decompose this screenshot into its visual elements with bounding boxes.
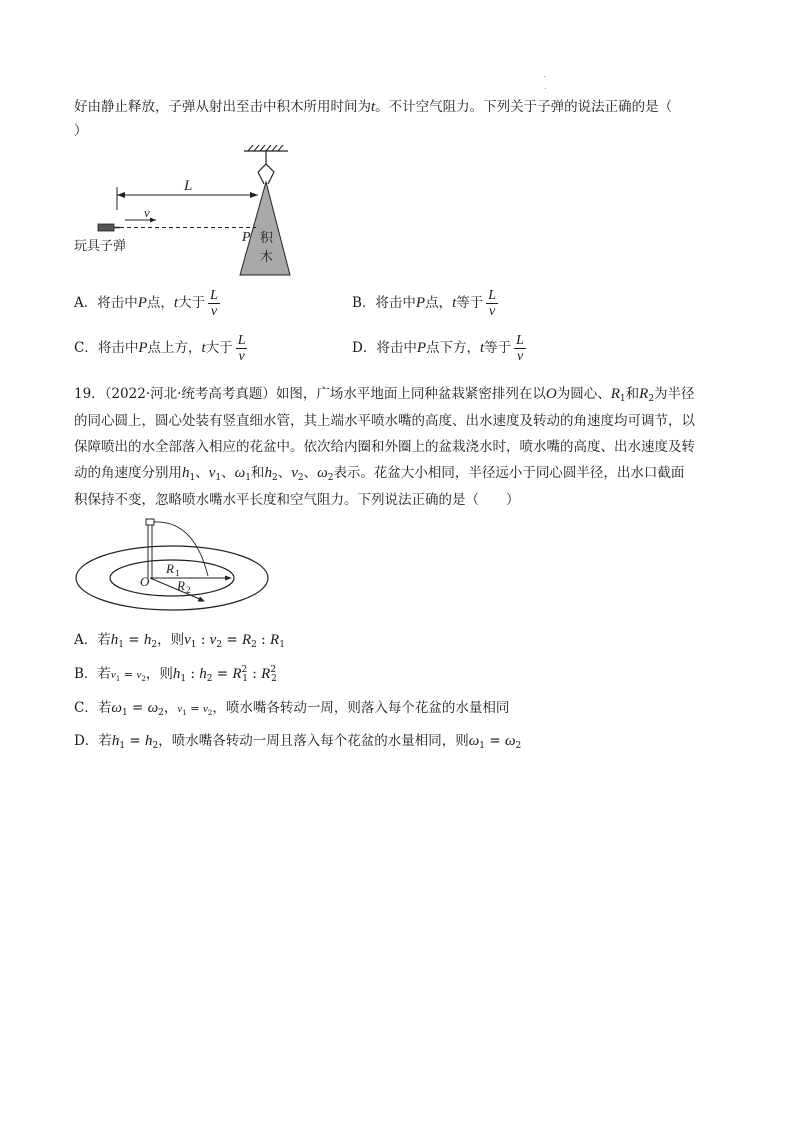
label-R1: R xyxy=(166,561,174,576)
scan-dot xyxy=(544,76,545,77)
fraction: $\frac{L}{v}$ xyxy=(237,333,246,364)
svg-text:1: 1 xyxy=(175,568,180,578)
q19-stem-line2: 的同心圆上，圆心处装有竖直细水管，其上端水平喷水嘴的高度、出水速度及转动的角速度均可调节，以 xyxy=(74,413,695,429)
label-R2: R xyxy=(177,578,185,593)
q18-stem-line1: 好由静止释放，子弹从射出至击中积木所用时间为t。不计空气阻力。下列关于子弹的说法正确的是（ xyxy=(74,99,673,115)
label-block-1: 积 xyxy=(260,231,274,246)
q19-option-a[interactable]: A．若$h_1 = h_2$，则$v_1$ : $v_2 = R_2$ : $R_1$ xyxy=(74,632,285,650)
q19-option-b[interactable]: B．若$v_1 = v_2$，则$h_1$ : $h_2 = R^2_1$ : $R^2_2$ xyxy=(74,665,277,684)
q19-stem-line4: 动的角速度分别用$h_1$、$v_1$、$\omega_1$和$h_2$、$v_2$、$\omega_2$表示。花盆大小相同，半径远小于同心圆半径，出水口截面 xyxy=(74,465,685,483)
label-L: L xyxy=(184,178,193,194)
q18-option-b[interactable]: B．将击中P点，t等于 $\frac{L}{v}$ xyxy=(352,288,497,319)
q19-stem-line5: 积保持不变，忽略喷水嘴水平长度和空气阻力。下列说法正确的是（ ） xyxy=(74,492,520,508)
scan-dot xyxy=(545,88,546,89)
label-v: v xyxy=(144,205,150,220)
q19-source: （2022·河北·统考高考真题） xyxy=(104,386,276,402)
label-P: P xyxy=(242,230,251,245)
q19-stem-line1: 19．（2022·河北·统考高考真题）如图，广场水平地面上同种盆栽紧密排列在以O为圆心、$R_1$和$R_2$为半径 xyxy=(74,386,695,404)
label-O: O xyxy=(140,574,150,589)
q18-option-c[interactable]: C．将击中P点上方，t大于 $\frac{L}{v}$ xyxy=(74,333,246,364)
q19-number: 19． xyxy=(74,386,105,402)
q18-option-a[interactable]: A．将击中P点，t大于 $\frac{L}{v}$ xyxy=(74,288,218,319)
label-block-2: 木 xyxy=(260,250,274,265)
svg-text:2: 2 xyxy=(186,585,191,595)
q18-figure xyxy=(70,142,310,282)
fraction: $\frac{L}{v}$ xyxy=(488,288,497,319)
q18-stem-line2: ） xyxy=(74,123,88,139)
q19-option-d[interactable]: D．若$h_1 = h_2$，喷水嘴各转动一周且落入每个花盆的水量相同，则$\omega_1 = \omega_2$ xyxy=(74,733,522,751)
q19-option-c[interactable]: C．若$\omega_1 = \omega_2$，$v_1 = v_2$，喷水嘴各转动一周，则落入每个花盆的水量相同 xyxy=(74,700,510,718)
label-toy-bullet: 玩具子弹 xyxy=(74,239,127,254)
fraction: $\frac{L}{v}$ xyxy=(210,288,218,319)
fraction: $\frac{L}{v}$ xyxy=(516,333,524,364)
q18-option-d[interactable]: D．将击中P点下方，t等于 $\frac{L}{v}$ xyxy=(352,333,524,364)
q19-figure xyxy=(74,516,274,616)
q19-stem-line3: 保障喷出的水全部落入相应的花盆中。依次给内圈和外圈上的盆栽浇水时，喷水嘴的高度、出水速度及转 xyxy=(74,439,695,455)
